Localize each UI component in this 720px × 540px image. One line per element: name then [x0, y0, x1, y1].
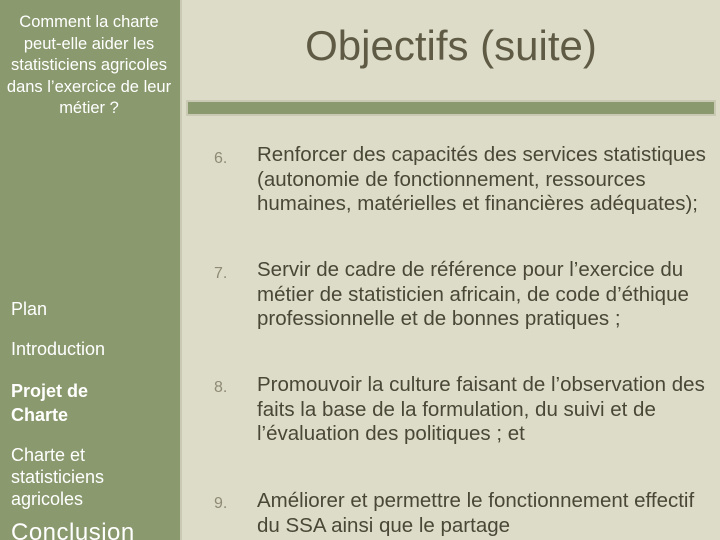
nav-item-introduction[interactable]: Introduction — [11, 339, 106, 359]
bullet-text: Promouvoir la culture faisant de l’observation des faits la base de la formulation, du suivi et de l’évaluation des politiques ; et — [257, 373, 705, 446]
bullet-number: 6. — [214, 150, 228, 167]
nav-item-conclusion[interactable]: Conclusion — [11, 519, 135, 540]
nav-item-charte-et-statisticiens[interactable]: Charte et statisticiens agricoles — [11, 445, 105, 509]
bullet-text: Servir de cadre de référence pour l’exercice du métier de statisticien africain, de code d’éthique professionnelle et de bonnes pratiques ; — [257, 258, 689, 331]
slide-title: Objectifs (suite) — [305, 22, 597, 69]
nav-item-projet-de-charte[interactable]: Projet de Charte — [11, 381, 89, 425]
bullet-text: Améliorer et permettre le fonctionnement effectif du SSA ainsi que le partage — [257, 489, 695, 537]
sidebar-title: Comment la charte peut-elle aider les statisticiens agricoles dans l’exercice de leur métier ? — [6, 13, 172, 117]
bullet-number: 9. — [214, 495, 228, 512]
nav-item-plan[interactable]: Plan — [11, 299, 48, 319]
bullet-text: Renforcer des capacités des services statistiques (autonomie de fonctionnement, ressources humaines, matérielles et financières adéquates); — [257, 143, 706, 216]
bullet-number: 7. — [214, 265, 228, 282]
bullet-number: 8. — [214, 379, 228, 396]
